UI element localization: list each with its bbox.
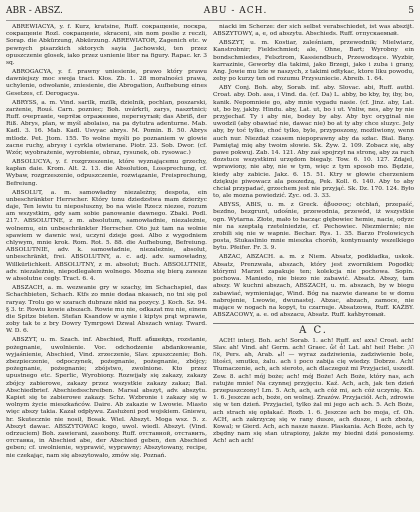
entry: ABROGACYA, y. f. prawny uniesienie, prawo który prawu dawniejszy moc swoja traci. Kłos. Zb. 1. 28 moralności prawa, uchylenie, odwołanie, zniesienie, die Abrogation, Aufhebung eines Gesetzes, cf. Derogacya. [6, 69, 207, 97]
entry: ABSZACH, a. m. wezwanie gry w szachy, im Schachspiel, das Schachbieten, Schach. Ktfs zo mnie dodaa nkasach, no tni się pol raryay. Trolu go w szarach dubraze nkid na pozycy. J. Koch. Sz. 94. § 3. tr. Rowiu kowie abszach. Rowie mu nie, odkazat mu nie, einem die Spitze bieten. Stefan Ksandow w aynie i kiptys prąt wprawie, zoby tak te z bry Dowry Tymrgowi Dzwal Abszach wniay. Tward. W. D. 6. [6, 285, 207, 335]
header-right: ABU - ACH. [203, 6, 268, 16]
entry: niacki im Scherze: der sich selbst verabschiedet, ist was abszijt. ABSZYTOWY, a, e, od abszytu. Abschieds. Ruff. отпускаемый. [213, 24, 414, 38]
entry: ABYSS, ABIS, u. m. z Greck. άβυσσος; otchłań, przepaść, bezdno, bezgrunt, udośnie, przewodnia, przewód, iż wszystkie ogn. Wytarna. Złote, mało to bacząc głębowiec hemie, nacie, odyzc nie na szeptałą rzetelniedzie, cf. Pechowiec. Niezmiernie; nie zrobili się nie w wapnie. Bechar. Rys. 1. 35. Barzo Frolowicych posta, Stukaslinio mnie mieszka chorób, kontynuanty wszelkiego bytu. Pfeifer. Fr. 3. 9. [213, 202, 414, 252]
right-entries [213, 24, 414, 319]
entry: ABZAC, ABZACH. a. m. z Niem. Absatz, podkładka, uskok. Absatz, Prenzwała, abszach, który jest zwornikiem Pogodki; którymi Marzet zapakuje ten; kolekcja nie pochowa. Sopin. pochowa. Maniedo, nie biezo nie zabawić. Absatz. Abszy, tam abszy. W kuchni abszach, ABSZACH, u. m. abszach, by w biegu zabawiać, wymieniając, Wind. Bóg na nazwie dawane te w domu nabrojenie, Lwowie, dwunastej. Abzac, abzach, zamoce, nie mające w nogach na kopyt, tu czarnuje. Absatzowa, Ruff. KAŹBY. ABSZACOWY, a. e. od abszacu, Absatz. Ruff. kaѣbyтовый. [213, 254, 414, 319]
entry: ABY Conj. Boh. aby, Sorab. inf. aby. Slovac. abi, Ruff. autbl. Croat. aby. Doh. asa, i Vind. da. (cf. Da) L. abby, bo kby, by, iby, bo, kanik. Nepomnieie go, aby mnie vygadu nasie. (cf. Jinz. aby, Lat. ut, bo by, jakby. Hindu. aby, Lat. ut, bo i ut. Vnliw, nes, aby by nie przyjechaf. Ty i aby nie, bodey by aby. Aby byc oryginal nie uwodzil (aby obawiać nie, dawac nie) bo at ty aby chce sluzyc. Jely aby, by toć tylko, choć tylko, byle, przyposzony, możliwiony, wenn auch nur. Niezdaż czasem niepoprawny aby da szłac. Bial. Bany. Pamiętaj mię aby twoim słowie. Sk. Żyw. 2. 109. Zobacz się, aby pawe pokwuj. Zab. 14. 121. Aby zaś spojrzył na stronę, aby za ruch dozstuce wszystkimi urzędom biegaly. Tow. 6. 10. 127. Zdajel, wprawiony, nie aby, nie w tym, więc z tym sposob mo. Będzie, kiedy aby zabicie. Jakz. 6. 15. 51. Ktry w głowie cherzeniem dziękuje piwowacz ala poszedzą, Pek. Koll. 6. 140. Aby to aby chciał przypadać, grzechem jest nie przyjąć. Sk. Dz. 170. 124. Było to, ale mozna powiedzić. Zyc. od. 3. 33. [213, 85, 414, 200]
left-column [6, 24, 207, 508]
page-number: 5 [408, 6, 414, 16]
page-header [6, 6, 414, 21]
entry: ABRYSS, a. m. Vind. sarilk, mzilk, dzielnik, pochlan, poszarski, zarżenie, Rouś. Carn. pozniec; Boh. uvárkrli, zarys, naszrtnici; Ruff. очертанiе, чертёж отражение, перегнутый; das Abriß, der Riß. Abrys, plan, w myśl abolaiso, na pa dytutra adenturne. Mab. Kadl. 3. 16. Mab. Kadl. Usvyac abrys. M. Pomin. B. 50. Abrys mtlodz. Pet. Jtom. 155. To wolne myśli po poznaniem w glowie zacne ruchy, abrysy i cyrkla otwierane. Piotr. 23. Sob. Dwor. (cf. Wzór, wyobrażenie, wyrobienie, obraz, rysunek, ob. rysowac.) [6, 99, 207, 157]
section-heading: A C. [299, 325, 328, 337]
entry: ABSZYT, u. m. Szach. inf. Abschied, Ruff. абшейдъ, rozstanie, pożegnanie, uwolnienie. Voc. odchodzenie abdankowanie, wyjaśnienie, Abschied, Vind. zrzeczenie, Slav. zpuszczenie; Boh. zbezpieczenie, odpoczynek, pożegnanie, pożegnanie, zbójcy; pożegnanie, pożegnanie; zbójstwo, zwolnione. Kto przez upustnego etc. Sperlic, Wyrobiony. Rozwijały się zakazy, zakazy zbójcy zabierowe, zakazy przez wszystkie zakazy zakaz; Bal. Abschiedbrief. Abschiedsschreiben. Marsal abszyt, adv. abszytu. Kapiet się te zabierowe zakazy. Schz. Wzbronie i zakazy się w wolnym życie mieszkańców. Daire. Ab zakazie w Lwowie. Miasto więc abszy takia. Kazał odpływu. Zasłużeni pod wojskiem. Gniewu, hr. Skutecznie nie nosił, Bosak. Wiel. Abszyt. Moga wsz. 5. z. Abszyt dawac. ABSZYTOWAC kogo, uwol. wiedl. Abszyt. (Vind. odrzuciem) Boh. zawierani, zasobony. Ruff. отставной, отставить, отставка, in Abschied abe, der Abschied geben, den Abschied geben; cf. uwolnienie, wyprawić, wyprawny; Abszytowany, recipe, nie czekając, nam się abszytowało, zmów się. Poznań. [6, 337, 207, 459]
header-left: ABR - ABSZ. [6, 6, 63, 16]
right-column [213, 24, 414, 508]
right-entries-after [213, 338, 414, 446]
section-divider [213, 323, 414, 324]
entry: ABSOLUCYA, y. f. rozgrzeszenie, które wyznającemu grzechy, kapłan daie. Krom. Alt. 2. 13. die Absolution, Lossprechung, cf. Wybaw, rozgrzeszenie, odpuszczenie, rozwiązanie, Freisprechung, Befreiung. [6, 159, 207, 187]
entry: ABSZYT, u. m. Kostiar, zaleśniam, przewodnik; Mielwiarz, Kanstrobnir; Fieldschmied; ale, Ohne, Bart; Wyrobny ein bondschmiedes, Felsztrom, Kassiendbuch, Przewodzące. Wyzbir, karrazinie, Geworby dla takimi, jako Brzegi, jako i zuba i grany, Ang. Jowie mu lzie w naszych, z takimi odtykac, ktore liku powodu, zeby po kurzy ten od rozumu Przysuniecie. Abreib. 1. 64. [213, 40, 414, 83]
entry: ACH! interj. Boh. ach! Sorab. 1. ach! Ruff. ах! ахъ! Croat. ach! Slav. ah! Vind. ah! Germ. ach! Graec. ὤ! ἆ! Lat. ah! hei! Hebr. הו, אח, Pers. ah, Arab. اه! — wyraz zadziwienia, zadziwienie bole, litości, smutku, żalu. ach i poco zabija cię wiedzy. Dobrze. Ach! Tłumaczenie, ach, ach sieroto, ach dlaczegoż mi Przyjaciel, uszedł. Zew. 8. ach! mój boże; ach! mój Boże! Ach Boże, który nas, ach ratujże mnie! Na czynnej przyjęciu. Kaź. Ach, ach, jak ten dzień przepuszczony! Lm. 5. Ach, ach, ach cóż mi, ach cóż uczynię. Kn. 1. 6. Jeszcze ach, boże, on wolnej. Zrazów. Przyjaciół. Ach, zdrowie się w ten dzień. Przyjaciel, tylko żal mi jego ach ach. 5. Ach Boże, ach strach się opłakać. Rozb. 1. 6. Jeszcze ach bo moja, cf. Oh. ACH, ach zakrzyczę się w rany dusze, ach dusze, i ach zboża, Kowal; w Gierd. Ach, ach nasze nasze. Plaskania. Ach Boże, ach ty zbędny nam się stan utrapiony, jakże my biedni dziś ponosiemy. Ach! ach ach! [213, 337, 414, 445]
left-entries [6, 24, 207, 460]
entry: ABSOLUT, a. m. samowładny niezależny, despota, ein unbeschränkter Herrscher. Który tonu dziedzstwa mam dzierżyc daje, Ten lewiu tu nieposłuszny, bo na wiele Rzecz niezee, rozum am wszystkim, gdy sam sobie panowanie dawnego. Zbaki. Podl. 217. ABSOLUTNE, z m. absolutum, samowładnie, niezależnie, wolnemu, ein unbeschränkter Herrscher. Oto już tam na wolnie spawiem w dawnic wsi, uczyni dzieje gosi. Albo z wygodniem chlywym, mnie krok. Rom. Rot. 5. 88. die Aufhebung, Befreiung. ABSOLUTNIE, adv. k. samowładnie, niezależnie, absolut, unbeschränkt, frei. ABSOLUTNY, a. c. adj. adv. samowładny, Willkürlichkeit. ABSOLUTNY, z m. absolut; Buch. ABSOLUTNIE, adv. niezależnie, niepodlegałem wolnego. Mozna się bierą zawsze w absolutne cegły. Tract. 6. 4. [6, 189, 207, 283]
columns [6, 24, 414, 508]
entry: ABREWIACYA, y. f. Kurz, kratsine, Ruff. сокращенiе, поскрa, сокращенiе Rozl. сокращенiе, skraceni, sin nom poslie z reczli, Sorap. die Abkürzung, Abkürzung. ABREWIATOR, Zagenich etc. w pewnych pisarzkich sktorych sayia Jachowski, ten przez opuszczenie glosek, iako przez usnienie liter na figury. Rapac. kr. 3 sq. [6, 24, 207, 67]
